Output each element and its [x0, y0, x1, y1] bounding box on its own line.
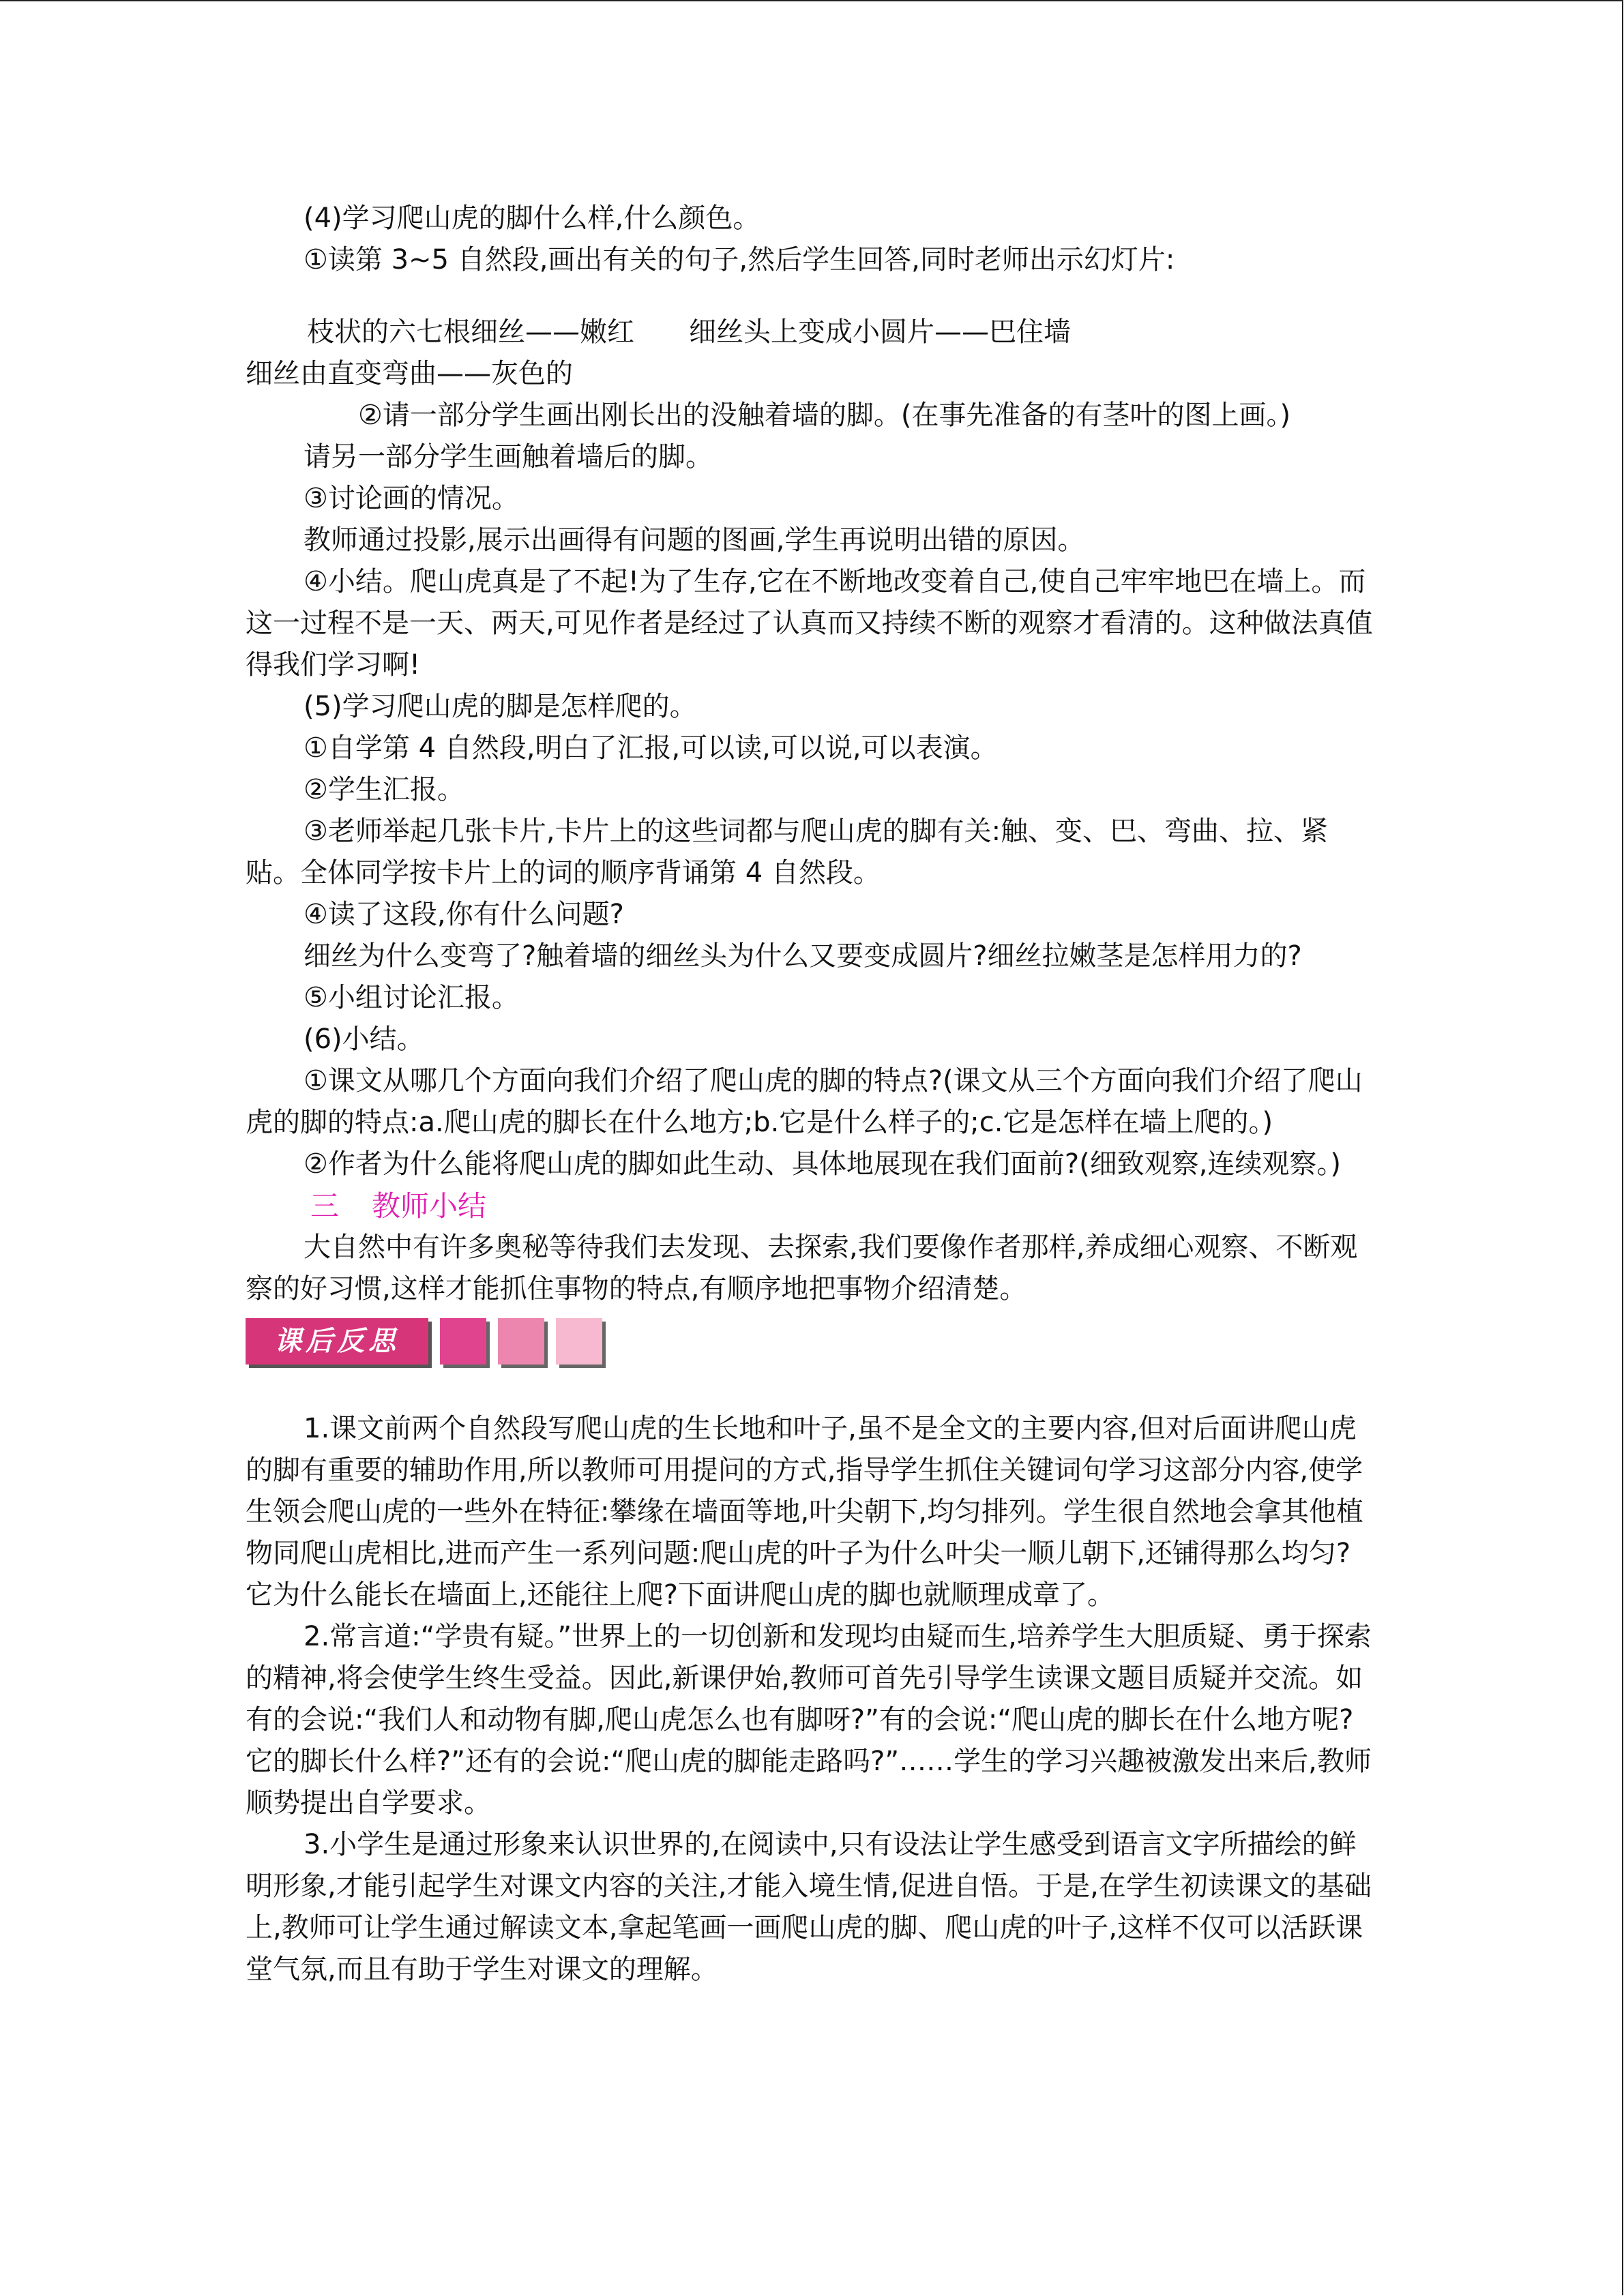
summary-q1: ①课文从哪几个方面向我们介绍了爬山虎的脚的特点?(课文从三个方面向我们介绍了爬山虎的脚的特点:a.爬山虎的脚长在什么地方;b.它是什么样子的;c.它是怎样在墙上爬的。): [246, 1065, 1363, 1138]
step-cards: ③老师举起几张卡片,卡片上的这些词都与爬山虎的脚有关:触、变、巴、弯曲、拉、紧贴。全体同学按卡片上的词的顺序背诵第 4 自然段。: [246, 816, 1329, 889]
step-draw-feet-2: 请另一部分学生画触着墙后的脚。: [304, 441, 713, 473]
section-3-heading: [246, 1185, 1378, 1227]
summary-q2: ②作者为什么能将爬山虎的脚如此生动、具体地展现在我们面前?(细致观察,连续观察。): [304, 1148, 1342, 1180]
reflection-label: 课后反思: [246, 1318, 428, 1365]
section-3-number: 三: [310, 1189, 340, 1223]
subsection-5-heading: (5)学习爬山虎的脚是怎样爬的。: [304, 691, 697, 722]
step-self-study: ①自学第 4 自然段,明白了汇报,可以读,可以说,可以表演。: [304, 732, 998, 764]
step-summary-paragraph: ④小结。爬山虎真是了不起!为了生存,它在不断地改变着自己,使自己牢牢地巴在墙上。而这一过程不是一天、两天,可见作者是经过了认真而又持续不断的观察才看清的。这种做法真值得我们学习啊!: [246, 566, 1373, 681]
reflection-item-1: 1.课文前两个自然段写爬山虎的生长地和叶子,虽不是全文的主要内容,但对后面讲爬山虎的脚有重要的辅助作用,所以教师可用提问的方式,指导学生抓住关键词句学习这部分内容,使学生领会爬山虎的一些外在特征:攀缘在墙面等地,叶尖朝下,均匀排列。学生很自然地会拿其他植物同爬山虎相比,进而产生一系列问题:爬山虎的叶子为什么叶尖一顺儿朝下,还铺得那么均匀?它为什么能长在墙面上,还能往上爬?下面讲爬山虎的脚也就顺理成章了。: [246, 1413, 1363, 1611]
slide-line-2: 细丝由直变弯曲——灰色的: [246, 358, 573, 389]
step-discuss-detail: 教师通过投影,展示出画得有问题的图画,学生再说明出错的原因。: [304, 524, 1085, 556]
subsection-6-heading: (6)小结。: [304, 1024, 424, 1055]
accent-square-1: [440, 1318, 486, 1365]
step-question-detail: 细丝为什么变弯了?触着墙的细丝头为什么又要变成圆片?细丝拉嫩茎是怎样用力的?: [304, 940, 1302, 972]
accent-square-3: [556, 1318, 602, 1365]
reflection-item-2: 2.常言道:“学贵有疑。”世界上的一切创新和发现均由疑而生,培养学生大胆质疑、勇于探索的精神,将会使学生终生受益。因此,新课伊始,教师可首先引导学生读课文题目质疑并交流。如有的会说:“我们人和动物有脚,爬山虎怎么也有脚呀?”有的会说:“爬山虎的脚长在什么地方呢?它的脚长什么样?”还有的会说:“爬山虎的脚能走路吗?”……学生的学习兴趣被激发出来后,教师顺势提出自学要求。: [246, 1621, 1372, 1819]
document-body: [246, 198, 1378, 1991]
slide-line-1: 枝状的六七根细丝——嫩红 细丝头上变成小圆片——巴住墙: [307, 316, 1071, 348]
step-question: ④读了这段,你有什么问题?: [304, 899, 624, 930]
step-read-paragraphs: ①读第 3~5 自然段,画出有关的句子,然后学生回答,同时老师出示幻灯片:: [304, 244, 1175, 275]
reflection-heading-bar: [246, 1314, 1378, 1375]
reflection-item-3: 3.小学生是通过形象来认识世界的,在阅读中,只有设法让学生感受到语言文字所描绘的鲜明形象,才能引起学生对课文内容的关注,才能入境生情,促进自悟。于是,在学生初读课文的基础上,教师可让学生通过解读文本,拿起笔画一画爬山虎的脚、爬山虎的叶子,这样不仅可以活跃课堂气氛,而且有助于学生对课文的理解。: [246, 1829, 1372, 1985]
accent-square-2: [498, 1318, 544, 1365]
subsection-4-heading: (4)学习爬山虎的脚什么样,什么颜色。: [304, 203, 761, 234]
step-group-discuss: ⑤小组讨论汇报。: [304, 982, 519, 1013]
step-draw-feet: ②请一部分学生画出刚长出的没触着墙的脚。(在事先准备的有茎叶的图上画。): [358, 400, 1291, 431]
section-3-title: 教师小结: [372, 1189, 487, 1223]
step-discuss: ③讨论画的情况。: [304, 483, 519, 514]
step-report: ②学生汇报。: [304, 774, 464, 805]
teacher-summary-text: 大自然中有许多奥秘等待我们去发现、去探索,我们要像作者那样,养成细心观察、不断观察的好习惯,这样才能抓住事物的特点,有顺序地把事物介绍清楚。: [246, 1232, 1358, 1304]
